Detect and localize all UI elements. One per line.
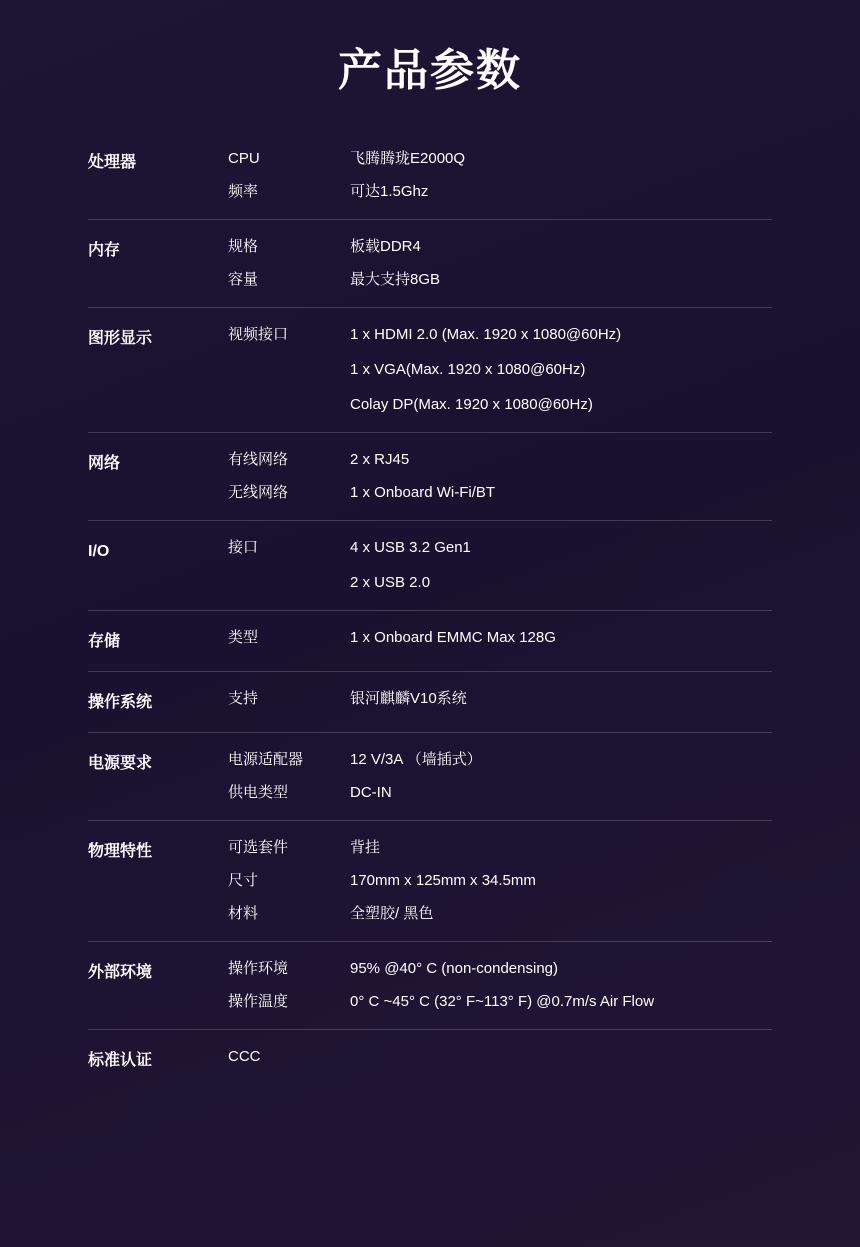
spec-value: Colay DP(Max. 1920 x 1080@60Hz) [350, 396, 593, 413]
spec-row [228, 234, 772, 260]
spec-rows [228, 625, 772, 651]
spec-values [350, 989, 654, 1015]
spec-category: 外部环境 [88, 964, 153, 981]
spec-value: 最大支持8GB [350, 271, 441, 288]
spec-value: 12 V/3A （墙插式） [350, 751, 482, 768]
spec-value: 1 x Onboard EMMC Max 128G [350, 629, 556, 646]
spec-label: 频率 [228, 183, 259, 200]
spec-category: 存储 [88, 633, 121, 650]
spec-values [350, 322, 621, 418]
spec-group [88, 820, 772, 941]
spec-values [350, 835, 380, 861]
spec-row [228, 322, 772, 418]
spec-row [228, 989, 772, 1015]
spec-label: 视频接口 [228, 326, 289, 343]
spec-label: CPU [228, 150, 260, 167]
spec-value: 170mm x 125mm x 34.5mm [350, 872, 536, 889]
spec-values [350, 780, 392, 806]
spec-value: 2 x USB 2.0 [350, 574, 431, 591]
spec-rows [228, 322, 772, 418]
spec-rows [228, 686, 772, 712]
spec-row [228, 747, 772, 773]
spec-rows [228, 146, 772, 205]
spec-row [228, 480, 772, 506]
spec-values [350, 146, 465, 172]
spec-row [228, 956, 772, 982]
spec-value: 1 x Onboard Wi-Fi/BT [350, 484, 496, 501]
spec-row [228, 535, 772, 596]
spec-label: 容量 [228, 271, 259, 288]
spec-label: 可选套件 [228, 839, 289, 856]
spec-row [228, 146, 772, 172]
spec-category: 电源要求 [88, 755, 153, 772]
spec-value: 4 x USB 3.2 Gen1 [350, 539, 471, 556]
spec-label: 操作温度 [228, 993, 289, 1010]
spec-values [350, 234, 421, 260]
spec-label: 供电类型 [228, 784, 289, 801]
spec-group [88, 520, 772, 610]
spec-group [88, 610, 772, 671]
page-title: 产品参数 [338, 46, 522, 95]
spec-value: 全塑胶/ 黑色 [350, 905, 434, 922]
spec-values [350, 447, 409, 473]
spec-row [228, 835, 772, 861]
spec-group [88, 307, 772, 432]
spec-category: 处理器 [88, 154, 137, 171]
spec-value: 可达1.5Ghz [350, 183, 429, 200]
spec-rows [228, 1044, 772, 1070]
spec-value: 板载DDR4 [350, 238, 421, 255]
spec-group [88, 432, 772, 520]
spec-value: 银河麒麟V10系统 [350, 690, 467, 707]
spec-values [350, 179, 428, 205]
spec-label: 规格 [228, 238, 259, 255]
spec-category: I/O [88, 543, 110, 560]
spec-values [350, 747, 482, 773]
spec-value: 飞腾腾珑E2000Q [350, 150, 466, 167]
spec-category: 操作系统 [88, 694, 153, 711]
spec-row [228, 901, 772, 927]
spec-label: 无线网络 [228, 484, 289, 501]
spec-value: 2 x RJ45 [350, 451, 410, 468]
spec-category: 图形显示 [88, 330, 153, 347]
spec-label: 有线网络 [228, 451, 289, 468]
spec-group [88, 132, 772, 219]
spec-label: CCC [228, 1048, 261, 1065]
spec-values [350, 625, 556, 651]
spec-value: 1 x HDMI 2.0 (Max. 1920 x 1080@60Hz) [350, 326, 622, 343]
spec-label: 接口 [228, 539, 259, 556]
spec-values [350, 686, 467, 712]
spec-row [228, 179, 772, 205]
spec-value: 背挂 [350, 839, 381, 856]
spec-row [228, 447, 772, 473]
spec-row [228, 625, 772, 651]
spec-row [228, 267, 772, 293]
spec-category: 标准认证 [88, 1052, 153, 1069]
spec-rows [228, 835, 772, 927]
spec-rows [228, 234, 772, 293]
spec-rows [228, 447, 772, 506]
spec-label: 尺寸 [228, 872, 259, 889]
spec-group [88, 671, 772, 732]
spec-category: 内存 [88, 242, 121, 259]
spec-category: 网络 [88, 455, 121, 472]
spec-row [228, 780, 772, 806]
spec-values [350, 480, 495, 506]
spec-values [350, 868, 536, 894]
spec-label: 材料 [228, 905, 259, 922]
spec-rows [228, 956, 772, 1015]
spec-group [88, 219, 772, 307]
spec-group [88, 732, 772, 820]
spec-values [350, 535, 471, 596]
spec-value: 0° C ~45° C (32° F~113° F) @0.7m/s Air Flow [350, 993, 655, 1010]
spec-rows [228, 747, 772, 806]
spec-row [228, 868, 772, 894]
spec-category: 物理特性 [88, 843, 153, 860]
spec-group [88, 941, 772, 1029]
spec-value: 95% @40° C (non-condensing) [350, 960, 559, 977]
spec-table [88, 132, 772, 1090]
spec-values [350, 956, 558, 982]
spec-label: 操作环境 [228, 960, 289, 977]
spec-label: 类型 [228, 629, 259, 646]
spec-row [228, 1044, 772, 1070]
spec-values [350, 267, 440, 293]
spec-value: DC-IN [350, 784, 392, 801]
spec-label: 支持 [228, 690, 259, 707]
spec-values [350, 901, 433, 927]
spec-value: 1 x VGA(Max. 1920 x 1080@60Hz) [350, 361, 586, 378]
spec-label: 电源适配器 [228, 751, 304, 768]
spec-rows [228, 535, 772, 596]
spec-row [228, 686, 772, 712]
spec-group [88, 1029, 772, 1090]
